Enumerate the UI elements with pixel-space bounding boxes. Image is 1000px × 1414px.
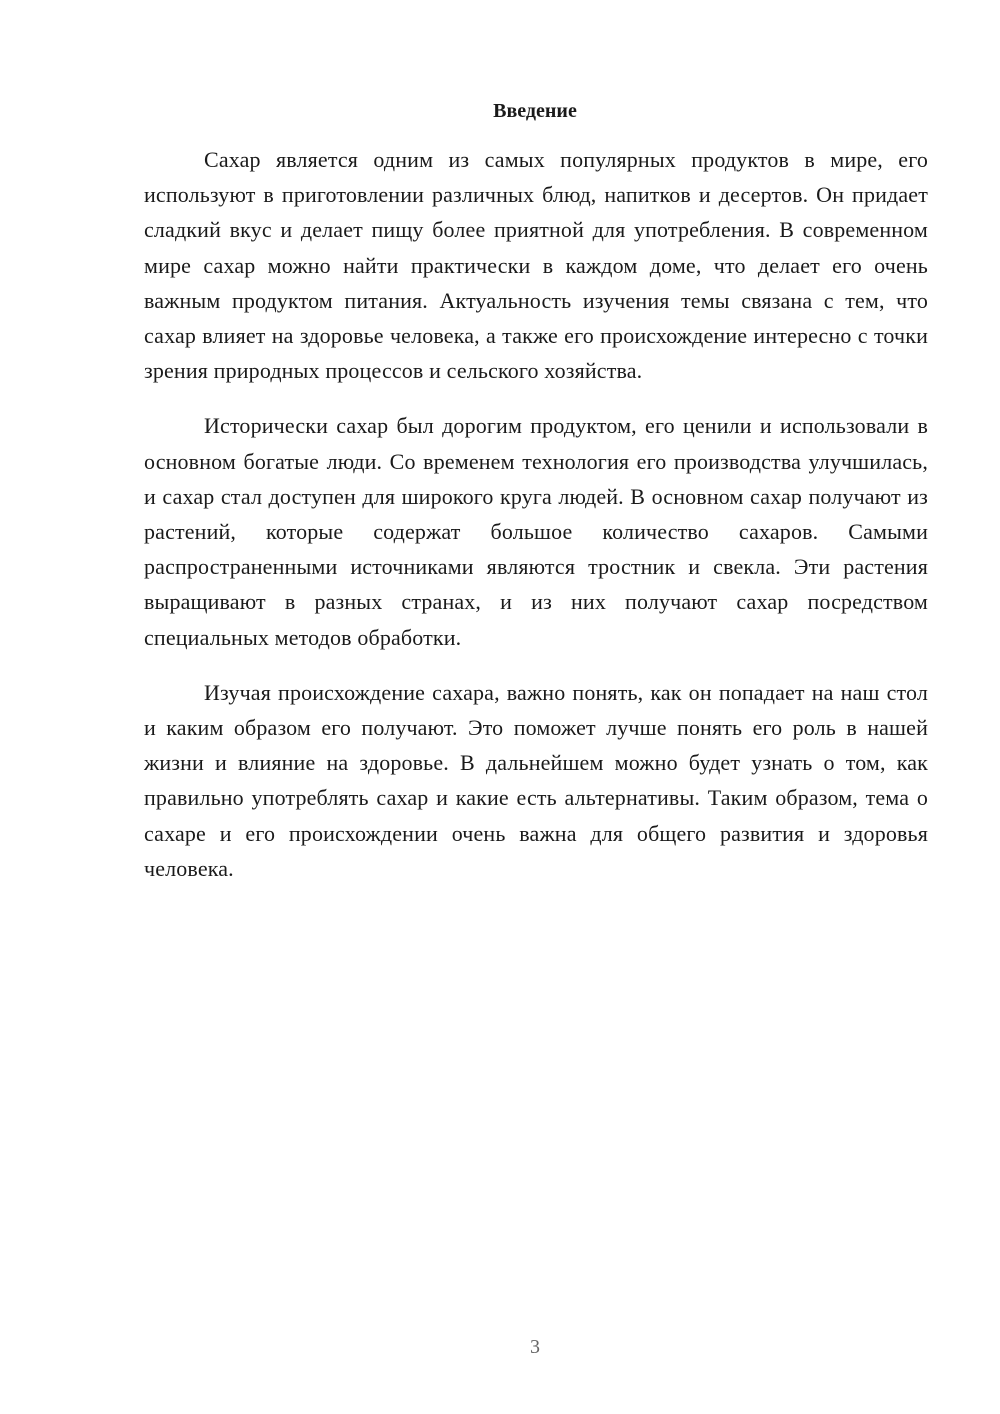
page-number: 3 (530, 1336, 540, 1358)
body-text (144, 142, 928, 906)
paragraph-3: Изучая происхождение сахара, важно понять, как он попадает на наш стол и каким образом его получают. Это поможет лучше понять его роль в нашей жизни и влияние на здоровье. В дальнейшем можно будет узнать о том, как правильно употреблять сахар и какие есть альтернативы. Таким образом, тема о сахаре и его происхождении очень важна для общего развития и здоровья человека. (144, 679, 928, 881)
paragraph-2: Исторически сахар был дорогим продуктом, его ценили и использовали в основном богатые люди. Со временем технология его производства улучшилась, и сахар стал доступен для широкого круга людей. В основном сахар получают из растений, которые содержат большое количество сахаров. Самыми распространенными источниками являются тростник и свекла. Эти растения выращивают в разных странах, и из них получают сахар посредством специальных методов обработки. (144, 413, 928, 650)
page-title: Введение (493, 100, 577, 122)
paragraph-1: Сахар является одним из самых популярных продуктов в мире, его используют в приготовлении различных блюд, напитков и десертов. Он придает сладкий вкус и делает пищу более приятной для употребления. В современном мире сахар можно найти практически в каждом доме, что делает его очень важным продуктом питания. Актуальность изучения темы связана с тем, что сахар влияет на здоровье человека, а также его происхождение интересно с точки зрения природных процессов и сельского хозяйства. (144, 147, 928, 384)
